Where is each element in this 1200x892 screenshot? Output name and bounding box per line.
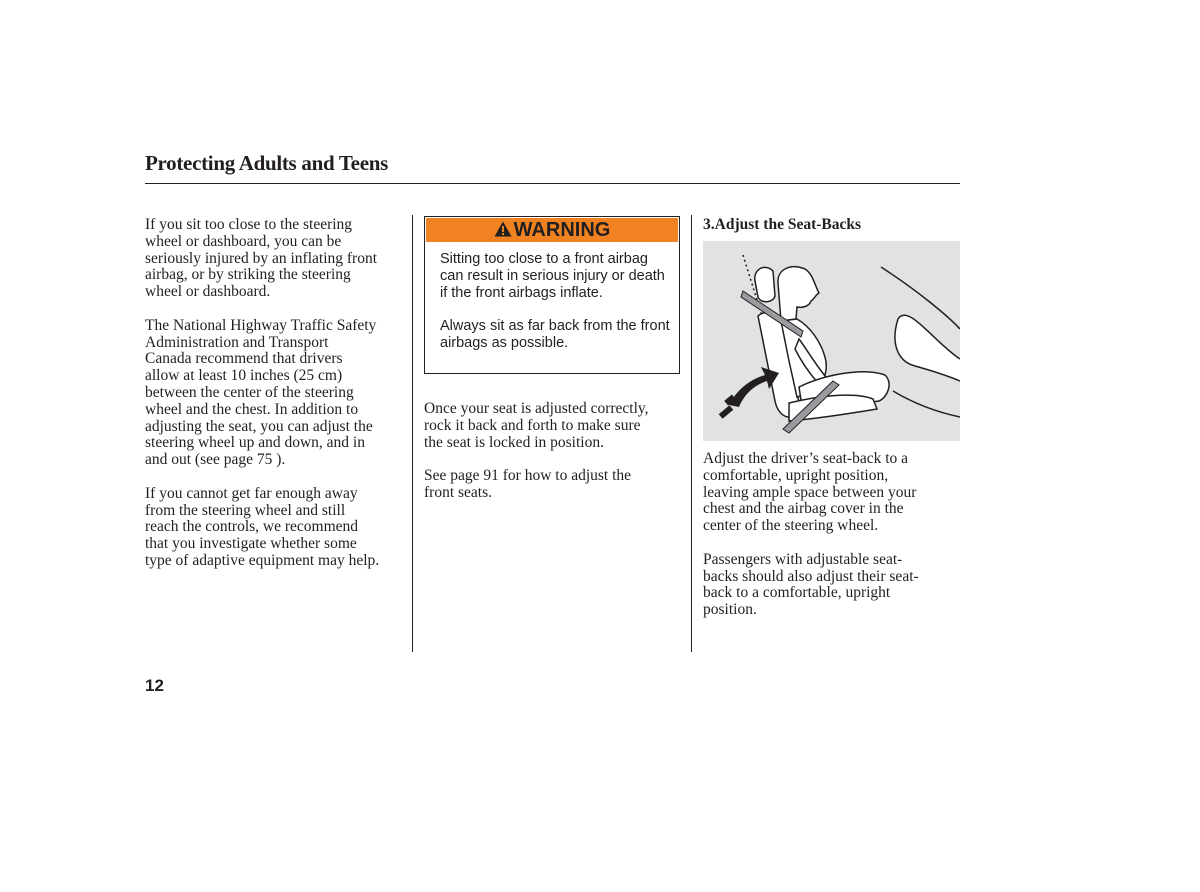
column-right	[703, 451, 960, 636]
seat-back-illustration	[703, 241, 960, 441]
paragraph: The National Highway Traffic Safety Administration and Transport Canada recommend that drivers allow at least 10 inches (25 cm) between the center of the steering wheel and the chest. In addition to adjusting the seat, you can adjust the steering wheel up and down, and in and out (see page 75 ).	[145, 316, 377, 469]
driver-seat-illustration	[703, 241, 960, 441]
warning-body	[440, 251, 672, 369]
title-rule	[145, 183, 960, 184]
paragraph: Once your seat is adjusted correctly, rock it back and forth to make sure the seat is locked in position.	[424, 400, 649, 451]
warning-paragraph: Sitting too close to a front airbag can result in serious injury or death if the front airbags inflate.	[440, 251, 665, 301]
warning-box	[424, 216, 680, 374]
column-middle	[424, 401, 682, 519]
paragraph: See page 91 for how to adjust the front seats.	[424, 467, 632, 501]
column-left	[145, 217, 407, 587]
paragraph: Passengers with adjustable seat- backs should also adjust their seat- back to a comfortable, upright position.	[703, 550, 919, 619]
section-heading: 3.Adjust the Seat-Backs	[703, 216, 862, 233]
warning-paragraph: Always sit as far back from the front airbags as possible.	[440, 318, 670, 351]
page-title: Protecting Adults and Teens	[145, 151, 388, 175]
warning-triangle-icon	[494, 221, 512, 237]
column-divider	[691, 215, 692, 652]
warning-header	[426, 218, 678, 242]
column-divider	[412, 215, 413, 652]
paragraph: If you cannot get far enough away from the steering wheel and still reach the controls, we recommend that you investigate whether some type of adaptive equipment may help.	[145, 484, 380, 569]
page-number: 12	[145, 676, 164, 695]
paragraph: If you sit too close to the steering wheel or dashboard, you can be seriously injured by an inflating front airbag, or by striking the steering wheel or dashboard.	[145, 216, 378, 301]
warning-label: WARNING	[513, 219, 611, 241]
paragraph: Adjust the driver’s seat-back to a comfortable, upright position, leaving ample space between your chest and the airbag cover in the center of the steering wheel.	[703, 450, 917, 535]
